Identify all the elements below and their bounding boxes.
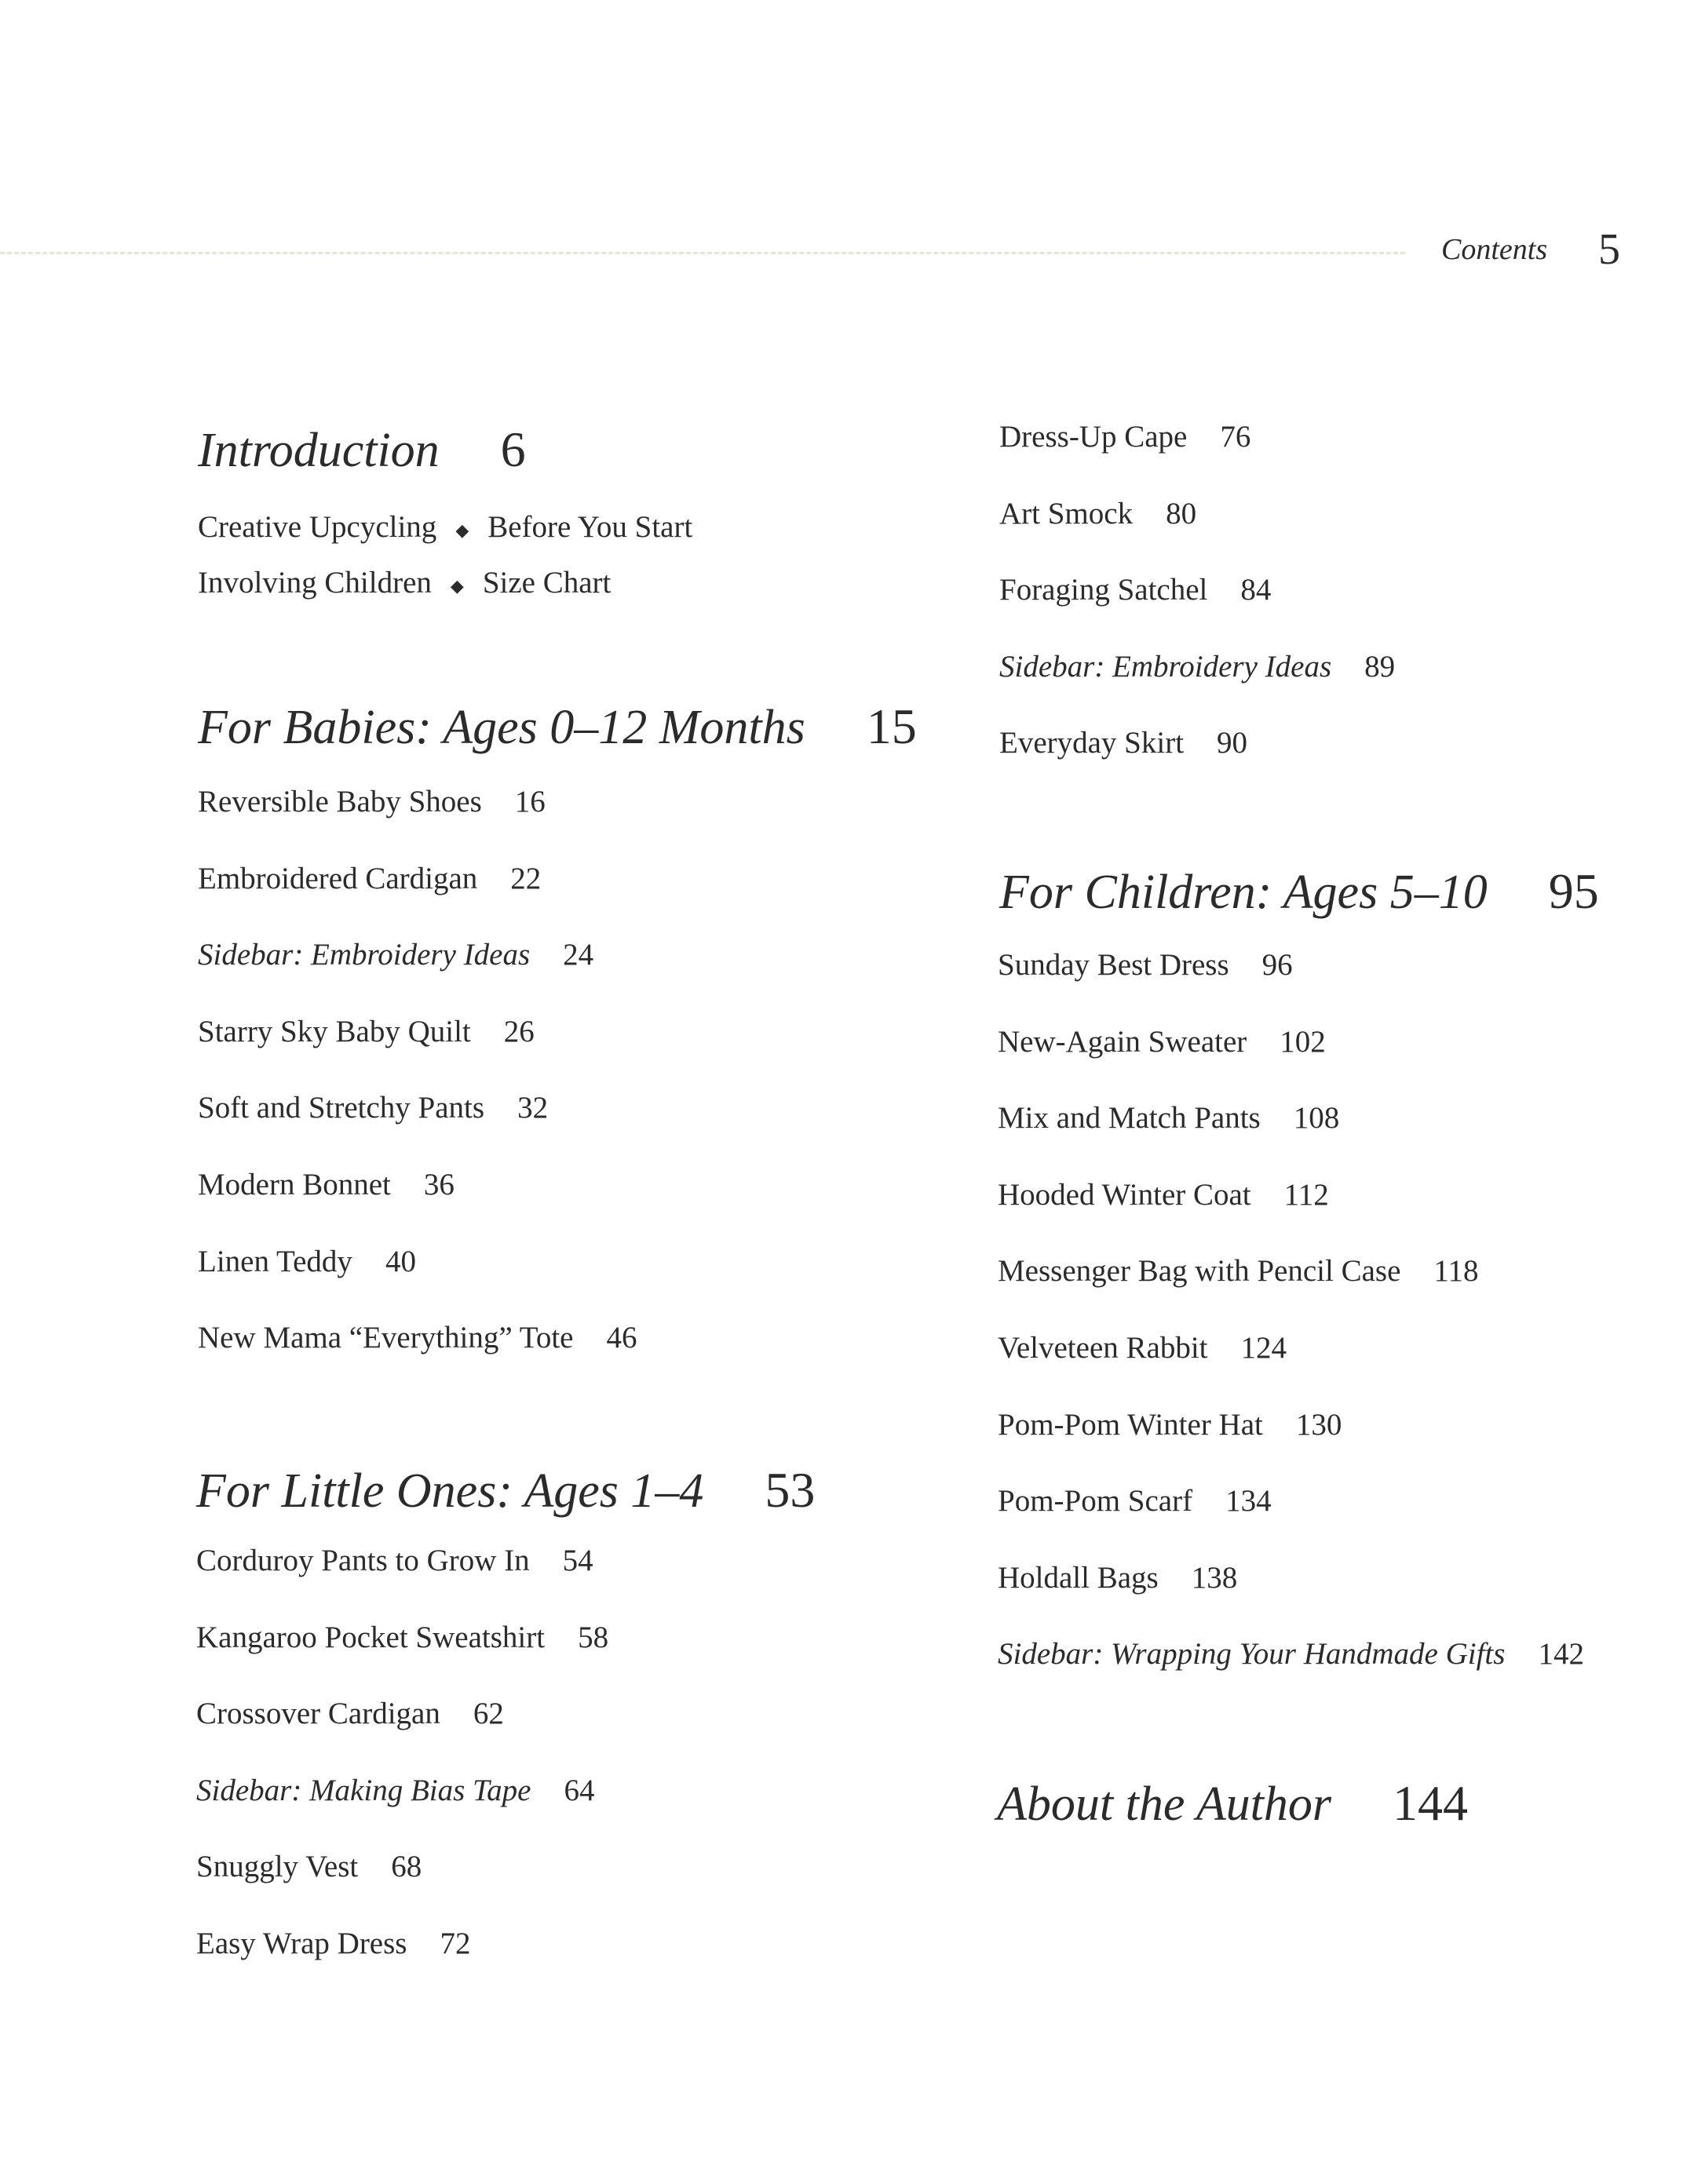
entry-page: 112 xyxy=(1283,1177,1329,1212)
entry-title: Velveteen Rabbit xyxy=(998,1330,1208,1365)
entry-page: 124 xyxy=(1240,1330,1287,1365)
toc-entry[interactable] xyxy=(198,1300,637,1376)
toc-entry[interactable] xyxy=(998,1233,1584,1310)
entry-page: 22 xyxy=(510,861,542,895)
entry-page: 102 xyxy=(1280,1024,1326,1059)
entry-title: Sidebar: Embroidery Ideas xyxy=(999,649,1332,684)
entry-page: 72 xyxy=(440,1926,471,1960)
entry-title: Crossover Cardigan xyxy=(196,1697,440,1731)
toc-heading-little-ones[interactable] xyxy=(196,1451,815,1530)
toc-entry[interactable] xyxy=(198,1070,637,1147)
page-number: 5 xyxy=(1598,225,1620,274)
entry-title: Dress-Up Cape xyxy=(999,420,1188,454)
toc-sidebar-entry[interactable] xyxy=(999,629,1395,706)
entry-page: 54 xyxy=(562,1544,593,1577)
entry-title: Kangaroo Pocket Sweatshirt xyxy=(196,1620,546,1654)
diamond-separator-icon: ◆ xyxy=(450,575,464,596)
introduction-topics xyxy=(198,499,692,611)
entry-page: 58 xyxy=(578,1620,609,1654)
toc-entry[interactable] xyxy=(999,705,1395,782)
entry-page: 26 xyxy=(503,1014,535,1048)
entry-title: Sidebar: Wrapping Your Handmade Gifts xyxy=(998,1637,1506,1672)
entry-title: Sidebar: Embroidery Ideas xyxy=(198,938,531,972)
entry-title: Corduroy Pants to Grow In xyxy=(196,1544,530,1577)
running-title: Contents xyxy=(1441,233,1548,266)
entry-page: 96 xyxy=(1261,948,1293,982)
entry-page: 84 xyxy=(1240,573,1272,607)
entry-title: New Mama “Everything” Tote xyxy=(198,1321,574,1355)
entry-page: 80 xyxy=(1166,496,1197,531)
toc-entry[interactable] xyxy=(198,994,637,1070)
heading-title: Introduction xyxy=(198,424,440,477)
entry-page: 89 xyxy=(1364,649,1396,684)
toc-entry[interactable] xyxy=(196,1905,608,1982)
toc-sidebar-entry[interactable] xyxy=(998,1616,1584,1693)
entry-page: 62 xyxy=(473,1697,504,1731)
toc-entry[interactable] xyxy=(999,399,1395,476)
entry-title: Holdall Bags xyxy=(998,1560,1159,1595)
entry-title: Messenger Bag with Pencil Case xyxy=(998,1254,1401,1289)
topic[interactable]: Creative Upcycling xyxy=(198,510,437,544)
entry-page: 64 xyxy=(564,1773,595,1807)
toc-entry[interactable] xyxy=(998,1463,1584,1540)
topic[interactable]: Size Chart xyxy=(482,566,612,600)
toc-entry[interactable] xyxy=(196,1829,608,1905)
heading-title: About the Author xyxy=(997,1777,1331,1831)
toc-entry[interactable] xyxy=(198,840,637,917)
toc-entry[interactable] xyxy=(998,1157,1584,1234)
toc-entry[interactable] xyxy=(196,1675,608,1752)
entry-page: 68 xyxy=(391,1850,422,1884)
heading-page: 95 xyxy=(1548,863,1599,919)
toc-entry[interactable] xyxy=(196,1522,608,1599)
toc-entry[interactable] xyxy=(998,1387,1584,1464)
entry-title: Soft and Stretchy Pants xyxy=(198,1091,485,1125)
entry-title: Modern Bonnet xyxy=(198,1167,391,1201)
entry-page: 134 xyxy=(1225,1484,1272,1519)
entry-page: 40 xyxy=(385,1244,416,1278)
entry-page: 138 xyxy=(1191,1560,1238,1595)
entry-title: Art Smock xyxy=(999,496,1134,531)
header-rule xyxy=(0,252,1405,254)
toc-entry[interactable] xyxy=(998,1004,1584,1081)
entry-title: Hooded Winter Coat xyxy=(998,1177,1251,1212)
toc-heading-introduction[interactable] xyxy=(198,410,526,489)
entry-title: New-Again Sweater xyxy=(998,1024,1247,1059)
toc-list-children xyxy=(998,927,1584,1693)
toc-sidebar-entry[interactable] xyxy=(196,1752,608,1829)
entry-page: 130 xyxy=(1295,1407,1342,1442)
heading-page: 144 xyxy=(1392,1775,1468,1831)
diamond-separator-icon: ◆ xyxy=(455,520,469,540)
toc-entry[interactable] xyxy=(198,1147,637,1223)
entry-page: 118 xyxy=(1433,1254,1479,1289)
entry-title: Everyday Skirt xyxy=(999,726,1185,760)
toc-list-little-ones-cont xyxy=(999,399,1395,782)
toc-entry[interactable] xyxy=(998,927,1584,1004)
entry-title: Pom-Pom Winter Hat xyxy=(998,1407,1263,1442)
topic-row xyxy=(198,555,692,611)
entry-page: 32 xyxy=(517,1091,549,1125)
toc-entry[interactable] xyxy=(998,1310,1584,1387)
toc-entry[interactable] xyxy=(999,552,1395,629)
heading-page: 53 xyxy=(765,1462,816,1518)
entry-title: Embroidered Cardigan xyxy=(198,861,478,895)
toc-list-babies xyxy=(198,764,637,1376)
entry-page: 24 xyxy=(563,938,594,972)
entry-title: Foraging Satchel xyxy=(999,573,1208,607)
toc-heading-about[interactable] xyxy=(997,1764,1468,1843)
topic[interactable]: Before You Start xyxy=(487,510,693,544)
toc-entry[interactable] xyxy=(196,1599,608,1676)
entry-title: Sunday Best Dress xyxy=(998,948,1229,982)
entry-title: Starry Sky Baby Quilt xyxy=(198,1014,471,1048)
heading-title: For Children: Ages 5–10 xyxy=(999,866,1488,919)
toc-list-little-ones xyxy=(196,1522,608,1982)
entry-title: Mix and Match Pants xyxy=(998,1101,1261,1136)
heading-title: For Little Ones: Ages 1–4 xyxy=(196,1464,704,1518)
entry-page: 46 xyxy=(606,1321,637,1355)
toc-entry[interactable] xyxy=(998,1080,1584,1157)
entry-page: 76 xyxy=(1220,420,1251,454)
toc-entry[interactable] xyxy=(198,764,637,840)
entry-page: 16 xyxy=(514,785,546,819)
entry-title: Pom-Pom Scarf xyxy=(998,1484,1193,1519)
entry-title: Linen Teddy xyxy=(198,1244,352,1278)
toc-heading-children[interactable] xyxy=(999,852,1599,931)
heading-title: For Babies: Ages 0–12 Months xyxy=(198,701,805,754)
toc-entry[interactable] xyxy=(998,1540,1584,1617)
toc-entry[interactable] xyxy=(999,476,1395,552)
topic-row xyxy=(198,499,692,555)
heading-page: 15 xyxy=(866,698,917,754)
entry-title: Easy Wrap Dress xyxy=(196,1926,407,1960)
topic[interactable]: Involving Children xyxy=(198,566,432,600)
entry-page: 36 xyxy=(423,1167,455,1201)
toc-entry[interactable] xyxy=(198,1223,637,1300)
toc-sidebar-entry[interactable] xyxy=(198,917,637,994)
entry-title: Sidebar: Making Bias Tape xyxy=(196,1773,531,1807)
toc-heading-babies[interactable] xyxy=(198,687,917,766)
entry-page: 142 xyxy=(1538,1637,1584,1672)
entry-title: Snuggly Vest xyxy=(196,1850,359,1884)
entry-page: 108 xyxy=(1293,1101,1340,1136)
heading-page: 6 xyxy=(500,421,526,477)
entry-title: Reversible Baby Shoes xyxy=(198,785,482,819)
entry-page: 90 xyxy=(1217,726,1248,760)
